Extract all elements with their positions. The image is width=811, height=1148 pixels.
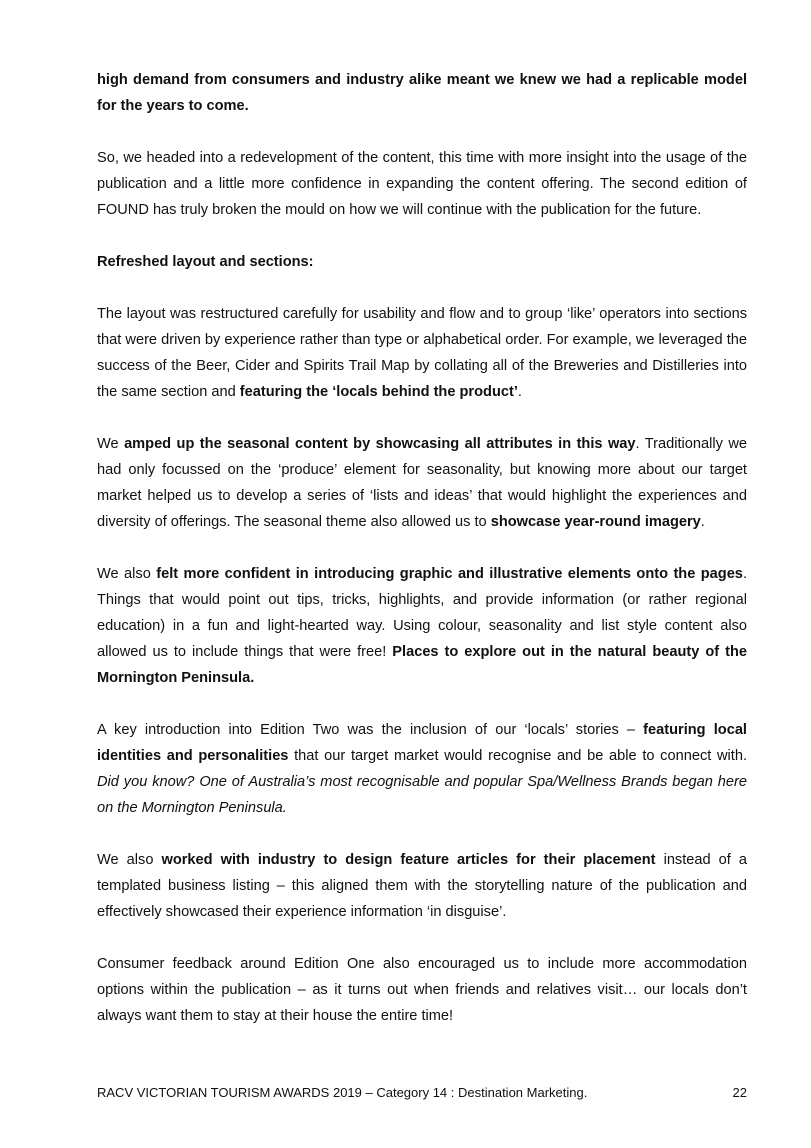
paragraph-8-text-b: instead of a templated business listing – this aligned them with the storytelling nature of the publication and effectively showcased their experience information ‘in disguise’. <box>97 852 747 920</box>
paragraph-4-text-b: . <box>517 384 522 400</box>
paragraph-6-text-b: . Things that would point out tips, tricks, highlights, and provide information (or rather regional education) in a fun and light-hearted way. Using colour, seasonality and list style content also allowed us to include things that were free! <box>97 566 747 660</box>
page-number: 22 <box>732 1085 747 1100</box>
paragraph-7-italic: Did you know? One of Australia’s most recognisable and popular Spa/Wellness Brands began here on the Mornington Peninsula. <box>97 774 747 816</box>
paragraph-5-bold-a: amped up the seasonal content by showcasing all attributes in this way <box>124 436 636 452</box>
paragraph-6 <box>97 561 747 691</box>
footer-text: RACV VICTORIAN TOURISM AWARDS 2019 – Category 14 : Destination Marketing. <box>97 1085 588 1100</box>
paragraph-9-text: Consumer feedback around Edition One also encouraged us to include more accommodation options within the publication – as it turns out when friends and relatives visit… our locals don’t always want them to stay at their house the entire time! <box>97 956 747 1024</box>
section-heading <box>97 249 747 275</box>
paragraph-8 <box>97 847 747 925</box>
paragraph-4 <box>97 301 747 405</box>
paragraph-5-text-b: . Traditionally we had only focussed on the ‘produce’ element for seasonality, but knowing more about our target market helped us to develop a series of ‘lists and ideas’ that would highlight the experiences and diversity of offerings. The seasonal theme also allowed us to <box>97 436 747 530</box>
paragraph-4-bold: featuring the ‘locals behind the product’ <box>239 384 518 400</box>
paragraph-5 <box>97 431 747 535</box>
document-body <box>97 67 747 1029</box>
page-footer <box>97 1084 747 1102</box>
paragraph-6-bold-b: Places to explore out in the natural beauty of the Mornington Peninsula. <box>97 644 747 686</box>
paragraph-4-text-a: The layout was restructured carefully for usability and flow and to group ‘like’ operators into sections that were driven by experience rather than type or alphabetical order. For example, we leveraged the success of the Beer, Cider and Spirits Trail Map by collating all of the Breweries and Distilleries into the same section and <box>97 306 747 400</box>
paragraph-2 <box>97 145 747 223</box>
paragraph-7-bold: featuring local identities and personalities <box>97 722 747 764</box>
paragraph-7 <box>97 717 747 821</box>
paragraph-8-text-a: We also <box>97 852 162 868</box>
paragraph-2-text: So, we headed into a redevelopment of the content, this time with more insight into the usage of the publication and a little more confidence in expanding the content offering. The second edition of FOUND has truly broken the mould on how we will continue with the publication for the future. <box>97 150 747 218</box>
paragraph-5-bold-b: showcase year-round imagery <box>490 514 701 530</box>
paragraph-7-text-a: A key introduction into Edition Two was the inclusion of our ‘locals’ stories – <box>97 722 644 738</box>
paragraph-8-bold: worked with industry to design feature articles for their placement <box>161 852 656 868</box>
paragraph-5-text-a: We <box>97 436 125 452</box>
paragraph-5-text-c: . <box>700 514 705 530</box>
section-heading-text: Refreshed layout and sections: <box>97 254 314 270</box>
paragraph-7-text-b: that our target market would recognise and be able to connect with. <box>288 748 747 764</box>
paragraph-6-text-a: We also <box>97 566 157 582</box>
paragraph-9 <box>97 951 747 1029</box>
paragraph-6-bold-a: felt more confident in introducing graphic and illustrative elements onto the pages <box>156 566 743 582</box>
paragraph-1-bold: high demand from consumers and industry alike meant we knew we had a replicable model for the years to come. <box>97 72 747 114</box>
paragraph-1 <box>97 67 747 119</box>
